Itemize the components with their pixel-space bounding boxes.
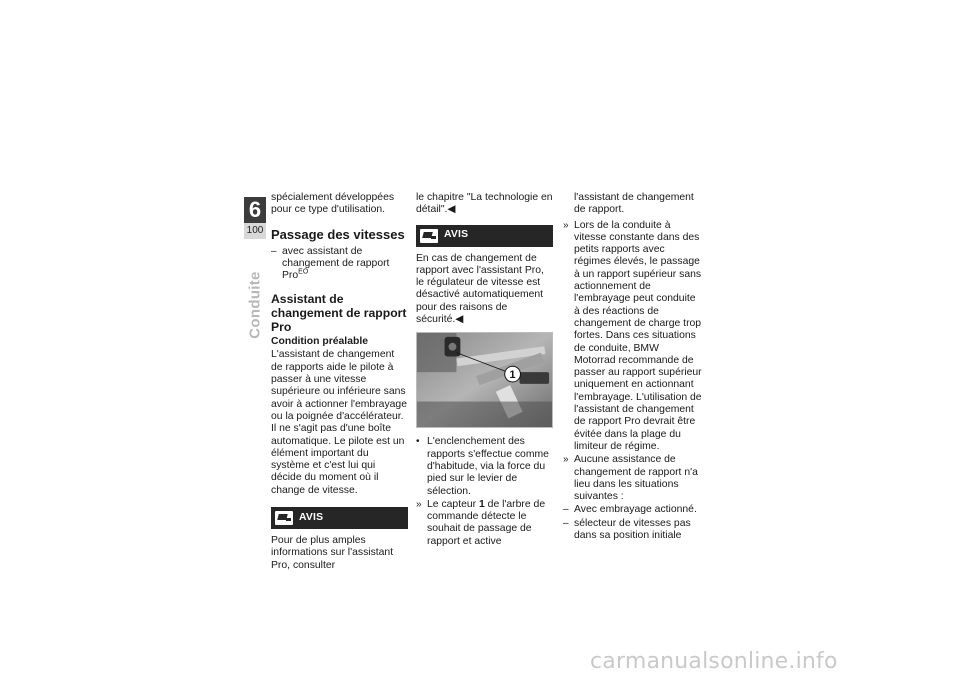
continued-text	[416, 192, 553, 217]
result-arrow-icon: »	[563, 454, 569, 466]
result-text: Aucune assistance de changement de rapport n'a lieu dans les situations suivantes :	[574, 454, 698, 503]
callout-number: 1	[509, 369, 516, 382]
sensor-ref: 1	[479, 498, 485, 510]
end-marker-icon: ◀	[455, 314, 464, 326]
result-text-a: Le capteur	[427, 498, 479, 510]
heading-precondition: Condition préalable	[271, 336, 368, 348]
notice-hand-icon	[420, 229, 438, 243]
bullet-text: L'enclenchement des rapports s'effectue comme d'habitude, via la force du pied sur le levier de sélection.	[427, 436, 549, 497]
continued-text-span: le chapitre "La technologie en détail".	[416, 192, 553, 216]
dash-text: sélecteur de vitesses pas dans sa position initiale	[574, 517, 691, 542]
result-text-b: de l'arbre de commande détecte le souhait de passage de rapport et active	[427, 498, 546, 547]
dash-marker: –	[563, 517, 569, 529]
sensor-bolt	[449, 343, 457, 351]
dash-marker: –	[563, 504, 569, 516]
result-arrow-icon: »	[416, 498, 422, 510]
dash-item	[563, 504, 703, 516]
chapter-tab	[244, 197, 266, 249]
dash-marker: –	[271, 245, 277, 257]
heading-gearshift: Passage des vitesses	[271, 226, 405, 242]
result-text: Lors de la conduite à vitesse constante dans des petits rapports avec régimes élevés, le passage à un rapport supérieur sans actionnement de l'embrayage peut conduite à des réactions de changement de charge trop fortes. Dans ces situations de conduite, BMW Motorrad recommande de passer au rapport supérieur uniquement en actionnant l'embrayage. L'utilisation de l'assistant de changement de rapport Pro devrait être évitée dans la plage du limiteur de régime.	[574, 219, 702, 452]
dash-text: Avec embrayage actionné.	[574, 504, 697, 516]
notice-text	[416, 253, 553, 327]
notice-text-span: En cas de changement de rapport avec l'assistant Pro, le régulateur de vitesse est désactivé automatiquement pour des raisons de sécurité.	[416, 252, 544, 326]
column-3	[563, 192, 703, 543]
result-item	[563, 454, 703, 503]
shift-sensor-photo	[416, 332, 553, 428]
result-item	[563, 220, 703, 454]
chapter-title: Conduite	[246, 271, 264, 339]
assistant-body-text: L'assistant de changement de rapports aide le pilote à passer à une vitesse supérieure ou inférieure sans avoir à actionner l'embrayage ou la poignée d'accélérateur. Il ne s'agit pas d'une boîte automatique. Le pilote est un élément important du système et c'est lui qui décide du moment où il change de vitesse.	[271, 349, 407, 496]
notice-text: Pour de plus amples informations sur l'assistant Pro, consulter	[271, 535, 394, 571]
dash-item-text: avec assistant de changement de rapport Pro	[282, 245, 390, 282]
notice-hand-icon	[275, 511, 293, 525]
page-number: 100	[244, 223, 266, 239]
dash-item-equipment	[271, 246, 408, 283]
watermark: carmanualsonline.info	[590, 649, 838, 674]
continued-text: l'assistant de changement de rapport.	[574, 192, 694, 216]
result-arrow-icon: »	[563, 219, 569, 231]
lower-frame	[417, 402, 552, 427]
optional-equipment-sup: EO	[298, 268, 309, 276]
column-1	[271, 192, 408, 575]
result-item	[416, 499, 553, 548]
chapter-title-vertical	[237, 271, 273, 339]
footpeg	[519, 373, 549, 385]
notice-banner	[416, 225, 553, 247]
heading-shift-assistant: Assistant de changement de rapport Pro	[271, 292, 407, 335]
chapter-number: 6	[244, 197, 266, 223]
notice-banner	[271, 507, 408, 529]
intro-text: spécialement développées pour ce type d'utilisation.	[271, 192, 395, 216]
column-2	[416, 192, 553, 549]
bullet-item	[416, 436, 553, 497]
dash-item	[563, 518, 703, 543]
notice-label: AVIS	[299, 511, 324, 523]
notice-label: AVIS	[444, 229, 469, 241]
bullet-marker: •	[416, 436, 420, 448]
end-marker-icon: ◀	[447, 204, 456, 216]
